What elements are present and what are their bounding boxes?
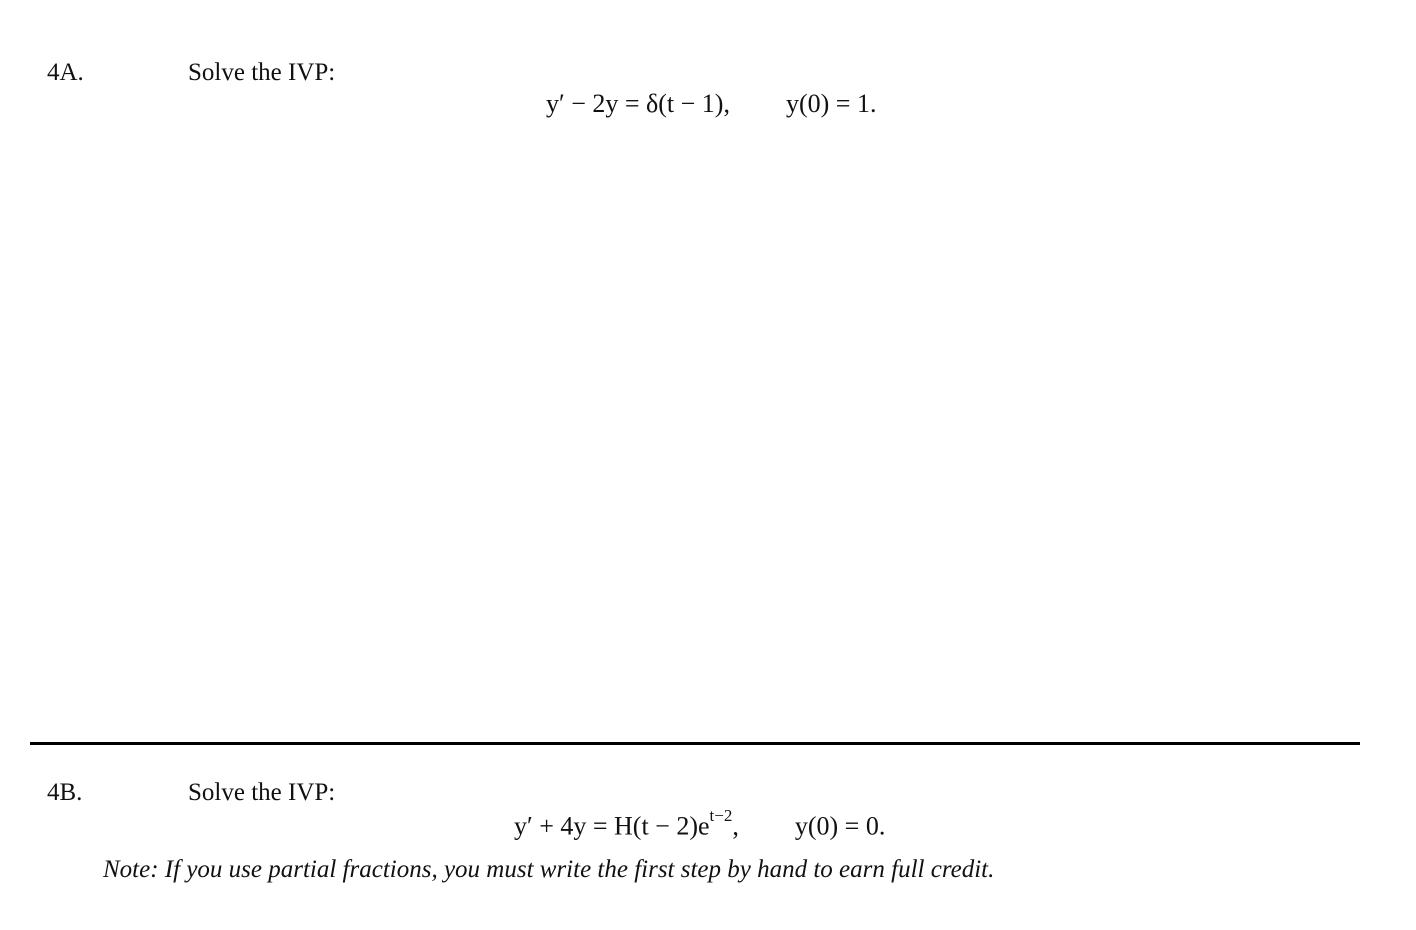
differential-equation: y′ − 2y = δ(t − 1),	[546, 89, 730, 118]
initial-condition: y(0) = 0.	[794, 811, 886, 841]
equation-comma: ,	[732, 811, 739, 841]
problem-number: 4A.	[47, 59, 84, 86]
equation-exponent: t−2	[709, 806, 733, 825]
initial-condition: y(0) = 1.	[785, 89, 877, 118]
problem-number: 4B.	[47, 779, 83, 806]
differential-equation: y′ + 4y = H(t − 2)e	[514, 811, 710, 841]
section-divider	[30, 742, 1360, 745]
equation-line	[546, 91, 876, 117]
partial-fractions-note: Note: If you use partial fractions, you must write the first step by hand to earn full credit.	[103, 856, 995, 883]
problem-instruction: Solve the IVP:	[188, 59, 336, 86]
problem-instruction: Solve the IVP:	[188, 779, 336, 806]
equation-line	[514, 806, 886, 841]
